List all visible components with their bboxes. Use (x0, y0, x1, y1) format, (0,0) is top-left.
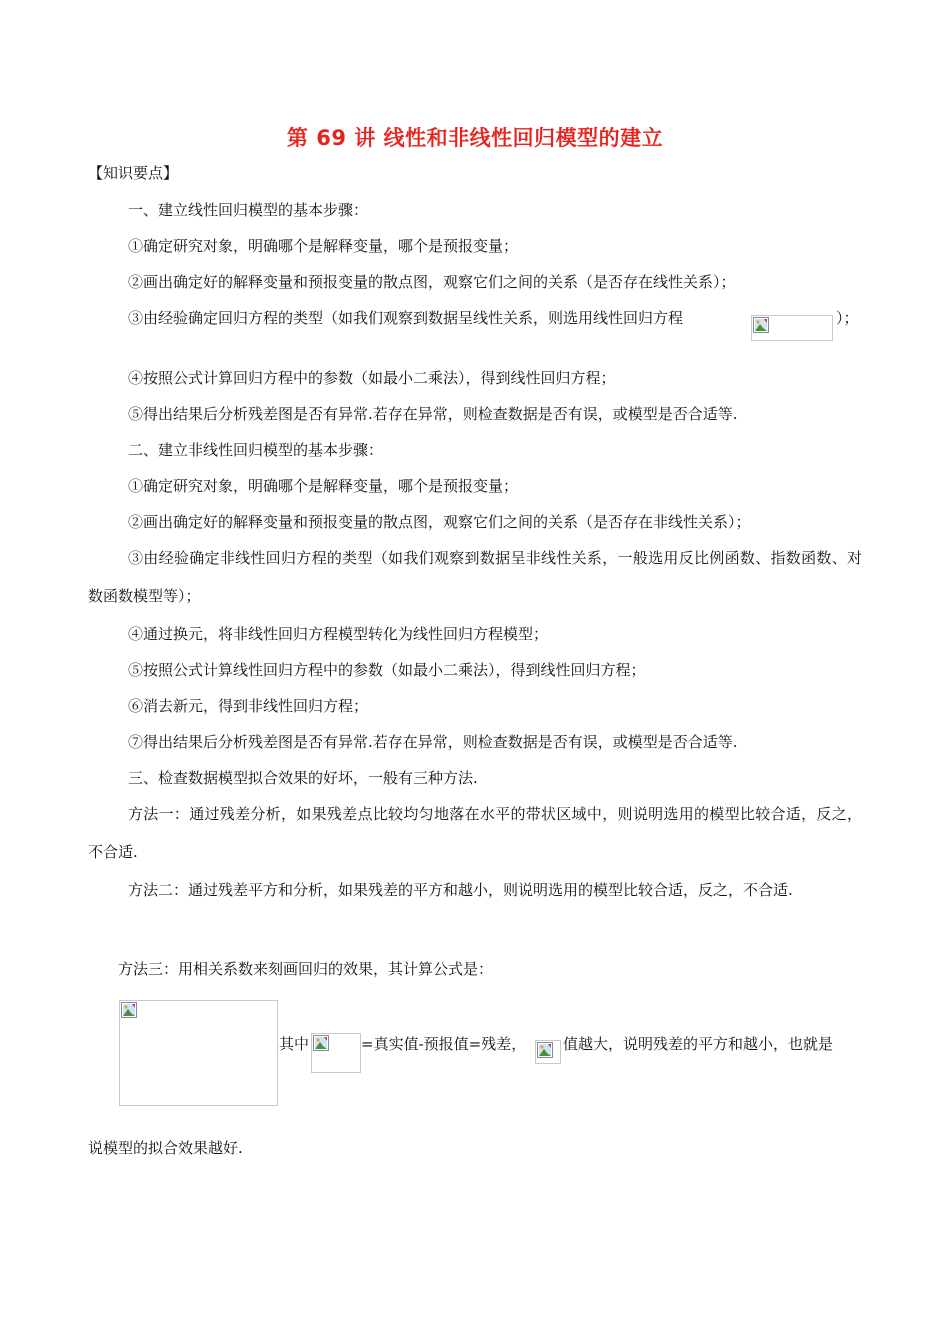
broken-image-icon (121, 1002, 137, 1018)
section-header: 【知识要点】 (88, 164, 179, 182)
s1-step-3-tail: ）； (836, 309, 859, 327)
s3-heading: 三、检查数据模型拟合效果的好坏，一般有三种方法. (128, 769, 478, 787)
s2-heading: 二、建立非线性回归模型的基本步骤： (128, 441, 384, 459)
broken-image-icon (753, 317, 769, 333)
s1-step-2: ②画出确定好的解释变量和预报变量的散点图，观察它们之间的关系（是否存在线性关系）； (128, 273, 736, 291)
s2-step-2: ②画出确定好的解释变量和预报变量的散点图，观察它们之间的关系（是否存在非线性关系）； (128, 513, 751, 531)
s2-step-3: ③由经验确定非线性回归方程的类型（如我们观察到数据呈非线性关系，一般选用反比例函数、指数函数、对数函数模型等）； (88, 549, 862, 605)
s3-method-2: 方法二：通过残差平方和分析，如果残差的平方和越小，则说明选用的模型比较合适，反之，不合适. (128, 881, 793, 899)
residual-symbol-image (311, 1033, 361, 1073)
regression-equation-image (751, 315, 833, 341)
page-title: 第 69 讲 线性和非线性回归模型的建立 (286, 126, 664, 150)
s1-step-3: ③由经验确定回归方程的类型（如我们观察到数据呈线性关系，则选用线性回归方程 (128, 309, 684, 327)
r-squared-symbol-image (535, 1040, 561, 1064)
s2-step-7: ⑦得出结果后分析残差图是否有异常.若存在异常，则检查数据是否有误，或模型是否合适等. (128, 733, 738, 751)
broken-image-icon (313, 1035, 329, 1051)
formula-text-3: 值越大，说明残差的平方和越小，也就是 (563, 1035, 834, 1053)
s1-step-5: ⑤得出结果后分析残差图是否有异常.若存在异常，则检查数据是否有误，或模型是否合适等. (128, 405, 738, 423)
correlation-formula-image (119, 1000, 278, 1106)
s1-heading: 一、建立线性回归模型的基本步骤： (128, 201, 369, 219)
formula-text-1: 其中 (279, 1035, 310, 1053)
s3-method-3: 方法三：用相关系数来刻画回归的效果，其计算公式是： (118, 960, 494, 978)
formula-text-4: 说模型的拟合效果越好. (88, 1139, 243, 1157)
s1-step-4: ④按照公式计算回归方程中的参数（如最小二乘法），得到线性回归方程； (128, 369, 616, 387)
s1-step-1: ①确定研究对象，明确哪个是解释变量，哪个是预报变量； (128, 237, 519, 255)
s2-step-4: ④通过换元，将非线性回归方程模型转化为线性回归方程模型； (128, 625, 549, 643)
s2-step-6: ⑥消去新元，得到非线性回归方程； (128, 697, 369, 715)
broken-image-icon (537, 1042, 553, 1058)
s2-step-1: ①确定研究对象，明确哪个是解释变量，哪个是预报变量； (128, 477, 519, 495)
s2-step-5: ⑤按照公式计算线性回归方程中的参数（如最小二乘法），得到线性回归方程； (128, 661, 646, 679)
s3-method-1: 方法一：通过残差分析，如果残差点比较均匀地落在水平的带状区域中，则说明选用的模型比较合适，反之，不合适. (88, 805, 862, 861)
formula-text-2: =真实值-预报值=残差， (361, 1035, 527, 1053)
